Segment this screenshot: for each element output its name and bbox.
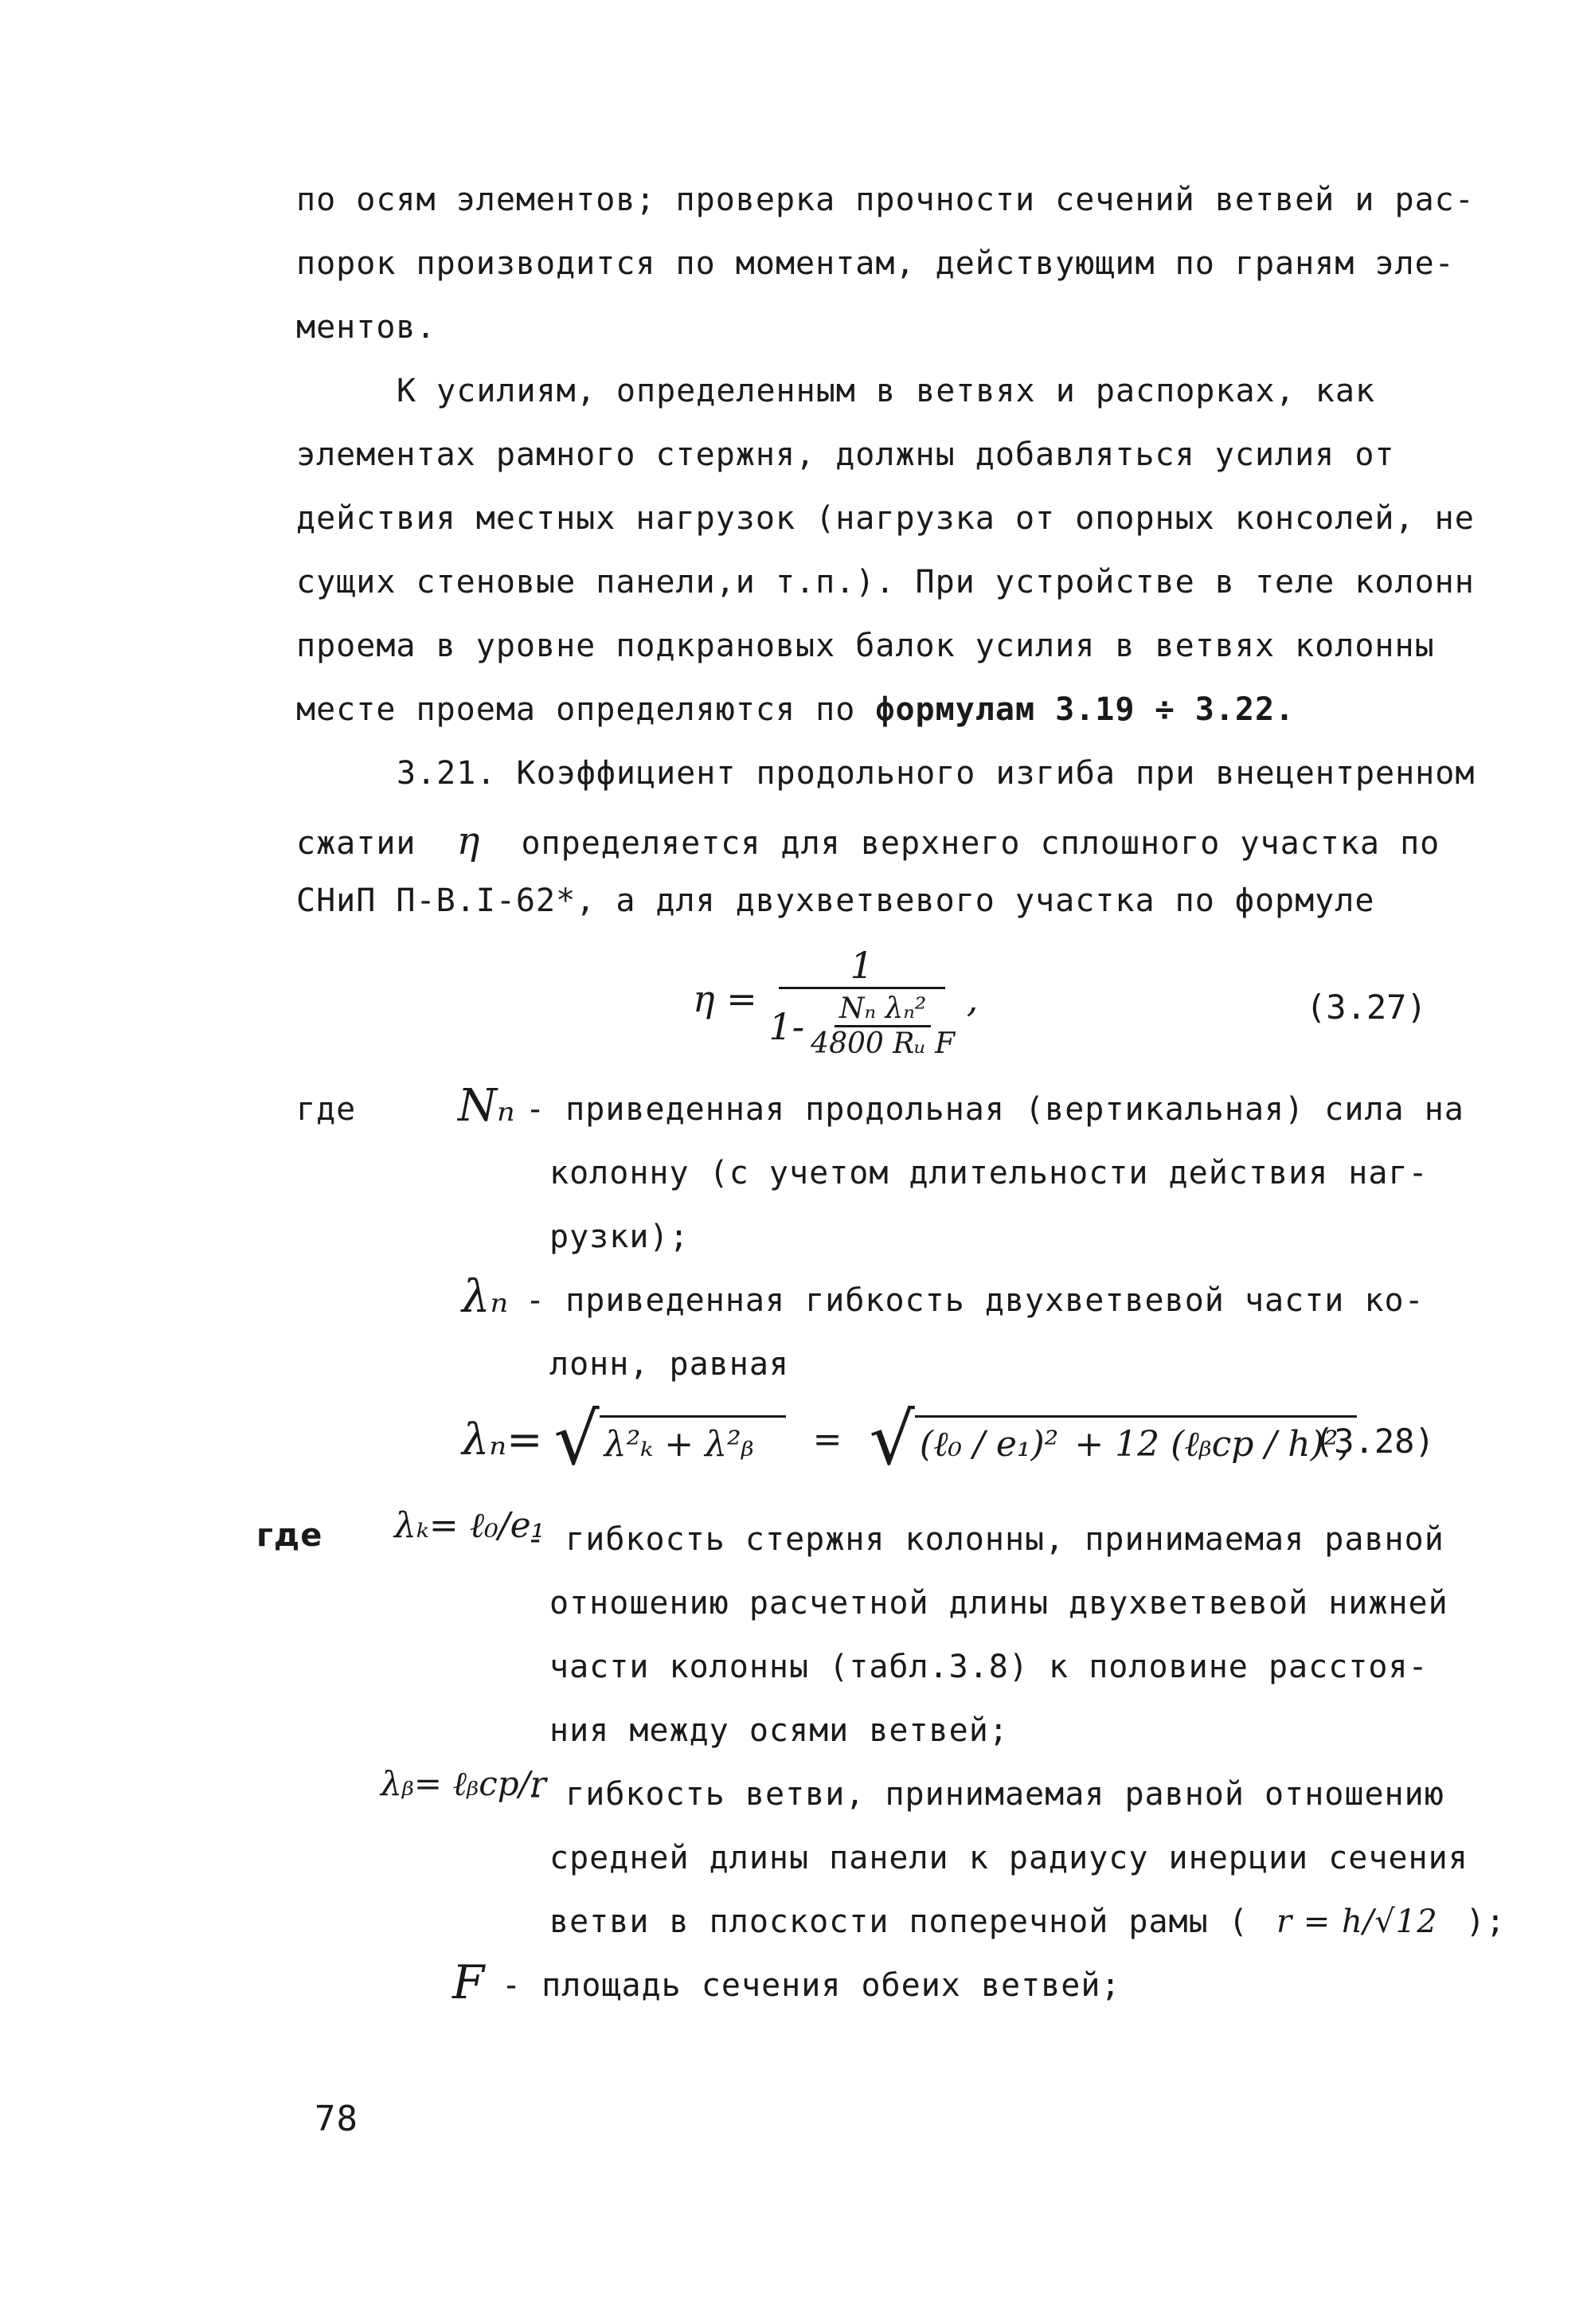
eq-inner-fraction xyxy=(811,992,955,1060)
definition-line: отношению расчетной длины двухветвевой нижней xyxy=(549,1585,1448,1622)
page-number: 78 xyxy=(315,2099,358,2139)
equals-sign: = xyxy=(812,1419,842,1460)
lambda-k-symbol: λₖ= ℓ₀/e₁ xyxy=(394,1505,545,1546)
where-label: где xyxy=(256,1517,323,1554)
definition-line: рузки); xyxy=(549,1219,690,1255)
radicand: λ²ₖ + λ²ᵦ xyxy=(600,1415,786,1465)
text-segment: месте проема определяются по xyxy=(296,691,856,728)
eq-lhs: λₙ= xyxy=(462,1414,543,1465)
eq-lhs: η xyxy=(693,977,715,1020)
eq-fraction xyxy=(768,944,955,1060)
sqrt-sign: √ xyxy=(553,1398,600,1481)
sqrt-sign: √ xyxy=(869,1398,915,1481)
definition-line: - площадь сечения обеих ветвей; xyxy=(502,1967,1121,2004)
equation-number: (3.28) xyxy=(1314,1422,1435,1461)
text-segment: ветви в плоскости поперечной рамы ( xyxy=(549,1903,1249,1940)
text-line: элементах рамного стержня, должны добавляться усилия от xyxy=(296,436,1395,473)
eq-numerator: 1 xyxy=(779,944,945,989)
text-segment: определяется для верхнего сплошного участка по xyxy=(521,825,1440,862)
radius-formula: r = h/√12 xyxy=(1276,1903,1438,1940)
text-segment: ); xyxy=(1465,1903,1506,1940)
text-line: порок производится по моментам, действующим по граням эле- xyxy=(296,245,1455,282)
text-line: сущих стеновые панели,и т.п.). При устройстве в теле колонн xyxy=(296,564,1475,601)
text-line: проема в уровне подкрановых балок усилия в ветвях колонны xyxy=(296,628,1435,664)
lambda-b-symbol: λᵦ= ℓᵦcp/r xyxy=(381,1764,546,1803)
text-segment: сжатии xyxy=(296,825,416,862)
definition-line: - приведенная гибкость двухветвевой части ко- xyxy=(526,1282,1425,1319)
text-line: действия местных нагрузок (нагрузка от опорных консолей, не xyxy=(296,500,1475,537)
definition-line: - приведенная продольная (вертикальная) сила на xyxy=(526,1091,1464,1128)
section-heading-line: 3.21. Коэффициент продольного изгиба при внецентренном xyxy=(397,755,1476,792)
text-line xyxy=(296,819,1440,863)
F-symbol: F xyxy=(452,1955,485,2009)
eta-symbol: η xyxy=(456,819,481,863)
Nn-symbol: Nₙ xyxy=(458,1080,515,1132)
radicand xyxy=(915,1415,1357,1465)
eq-inner-denominator: 4800 Rᵤ F xyxy=(811,1027,956,1060)
definition-line: части колонны (табл.3.8) к половине расстоя- xyxy=(549,1649,1429,1685)
equation-3-27: η = 1 1- $\frac{\text{Nₙ λₙ²}}{\text{4800 Rᵤ F}}$ , xyxy=(693,944,979,1060)
radicand-term: + 12 (ℓᵦcp / h)², xyxy=(1074,1423,1350,1465)
definition-line: - гибкость стержня колонны, принимаемая равной xyxy=(526,1521,1444,1558)
eq-denominator xyxy=(768,989,955,1060)
text-line: СНиП П-В.I-62*, а для двухветвевого участка по формуле xyxy=(296,882,1375,919)
definition-line: ния между осями ветвей; xyxy=(549,1712,1009,1749)
text-line: К усилиям, определенным в ветвях и распорках, как xyxy=(397,373,1376,409)
definition-line: колонну (с учетом длительности действия наг- xyxy=(549,1155,1429,1191)
definition-line: лонн, равная xyxy=(549,1346,789,1383)
eq-inner-numerator: Nₙ λₙ² xyxy=(835,992,931,1027)
definition-line: - гибкость ветви, принимаемая равной отношению xyxy=(526,1776,1444,1813)
text-line xyxy=(296,691,1295,728)
where-label: где xyxy=(296,1091,357,1128)
formula-reference: формулам 3.19 ÷ 3.22. xyxy=(875,691,1296,728)
equation-number: (3.27) xyxy=(1306,988,1427,1027)
definition-line xyxy=(549,1903,1506,1940)
lambda-n-symbol: λₙ xyxy=(462,1271,509,1323)
radicand-term: (ℓ₀ / e₁)² xyxy=(919,1423,1059,1465)
text-line: ментов. xyxy=(296,309,436,346)
text-line: по осям элементов; проверка прочности сечений ветвей и рас- xyxy=(296,182,1475,218)
equation-3-28 xyxy=(462,1398,1357,1481)
definition-line: средней длины панели к радиусу инерции сечения xyxy=(549,1840,1468,1876)
eq-den-prefix: 1- xyxy=(768,1004,805,1048)
